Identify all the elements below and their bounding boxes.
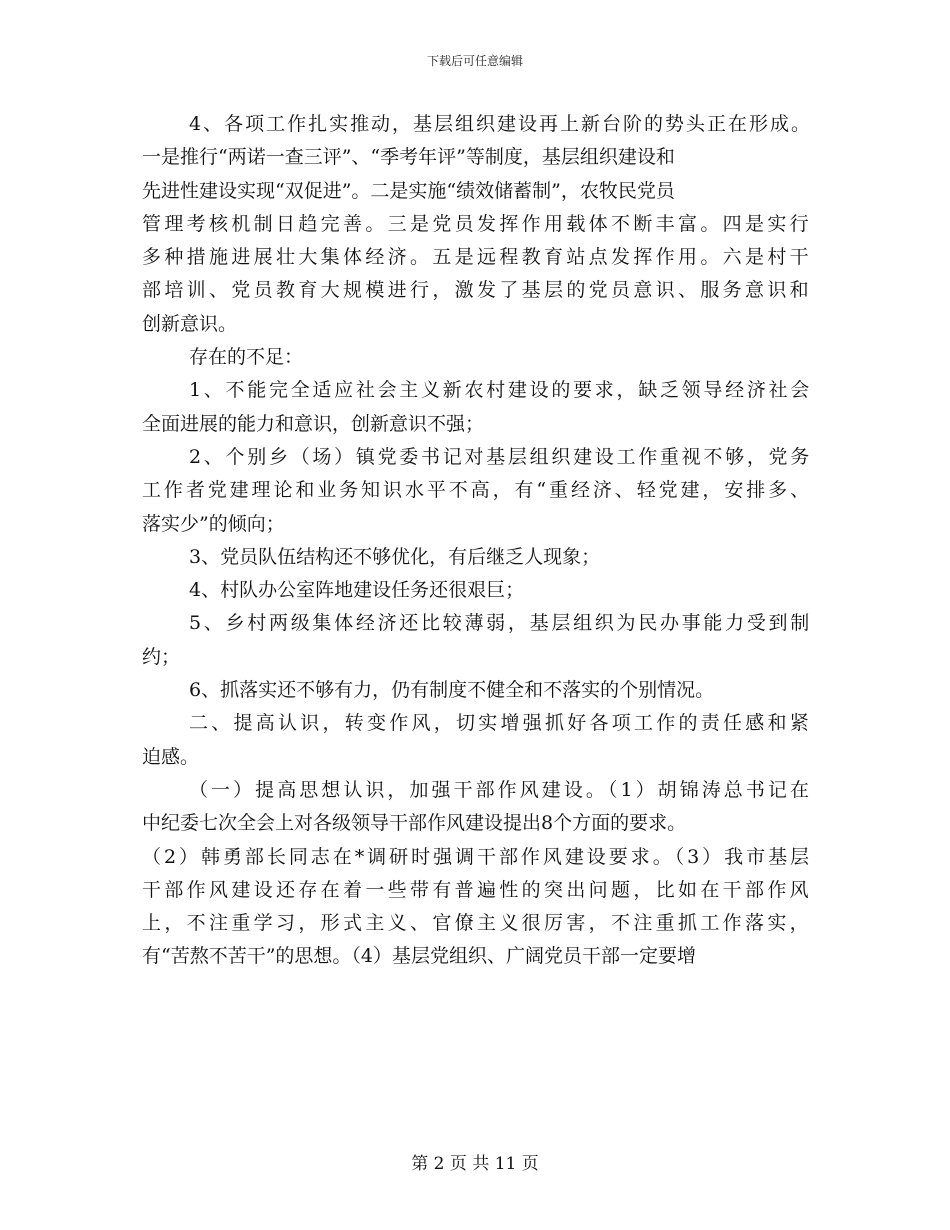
text-line: 先进性建设实现“双促进”。二是实施“绩效储蓄制”，农牧民党员 [142, 179, 675, 202]
text-line: 约； [142, 645, 181, 668]
text-line: 3、党员队伍结构还不够优化，有后继乏人现象； [189, 545, 601, 568]
text-line: 4、村队办公室阵地建设任务还很艰巨； [189, 579, 525, 602]
text-line: 落实少”的倾向； [142, 512, 285, 535]
text-line: 6、抓落实还不够有力，仍有制度不健全和不落实的个别情况。 [189, 679, 715, 702]
text-line: 1、不能完全适应社会主义新农村建设的要求，缺乏领导经济社会 [189, 379, 812, 402]
text-line: （一）提高思想认识，加强干部作风建设。（1）胡锦涛总书记在 [189, 778, 812, 801]
page-header: 下载后可任意编辑 [426, 54, 523, 68]
text-line: 迫感。 [142, 745, 200, 768]
text-line: 多种措施进展壮大集体经济。五是远程教育站点发挥作用。六是村干 [142, 246, 812, 269]
text-line: 2、个别乡（场）镇党委书记对基层组织建设工作重视不够，党务 [189, 445, 812, 468]
text-line: 一是推行“两诺一查三评”、“季考年评”等制度，基层组织建设和 [142, 146, 675, 169]
document-body [142, 108, 812, 974]
text-line: （2）韩勇部长同志在*调研时强调干部作风建设要求。（3）我市基层 [142, 845, 812, 868]
text-line: 有“苦熬不苦干”的思想。（4）基层党组织、广阔党员干部一定要增 [142, 945, 697, 968]
text-line: 全面进展的能力和意识，创新意识不强； [142, 412, 485, 435]
text-line: 上，不注重学习，形式主义、官僚主义很厉害，不注重抓工作落实， [142, 912, 812, 935]
text-line: 5、乡村两级集体经济还比较薄弱，基层组织为民办事能力受到制 [189, 612, 812, 635]
text-line: 创新意识。 [142, 312, 238, 335]
text-line: 中纪委七次全会上对各级领导干部作风建设提出8个方面的要求。 [142, 812, 687, 835]
text-line: 4、各项工作扎实推动，基层组织建设再上新台阶的势头正在形成。 [189, 113, 812, 135]
text-line: 工作者党建理论和业务知识水平不高，有“重经济、轻党建，安排多、 [142, 479, 812, 502]
text-line: 管理考核机制日趋完善。三是党员发挥作用载体不断丰富。四是实行 [142, 212, 812, 235]
text-line: 二、提高认识，转变作风，切实增强抓好各项工作的责任感和紧 [189, 712, 812, 735]
text-line: 存在的不足： [189, 346, 304, 369]
text-line: 干部作风建设还存在着一些带有普遍性的突出问题，比如在干部作风 [142, 878, 812, 901]
text-line: 部培训、党员教育大规模进行，激发了基层的党员意识、服务意识和 [142, 279, 812, 302]
page-footer: 第 2 页 共 11 页 [411, 1154, 539, 1174]
